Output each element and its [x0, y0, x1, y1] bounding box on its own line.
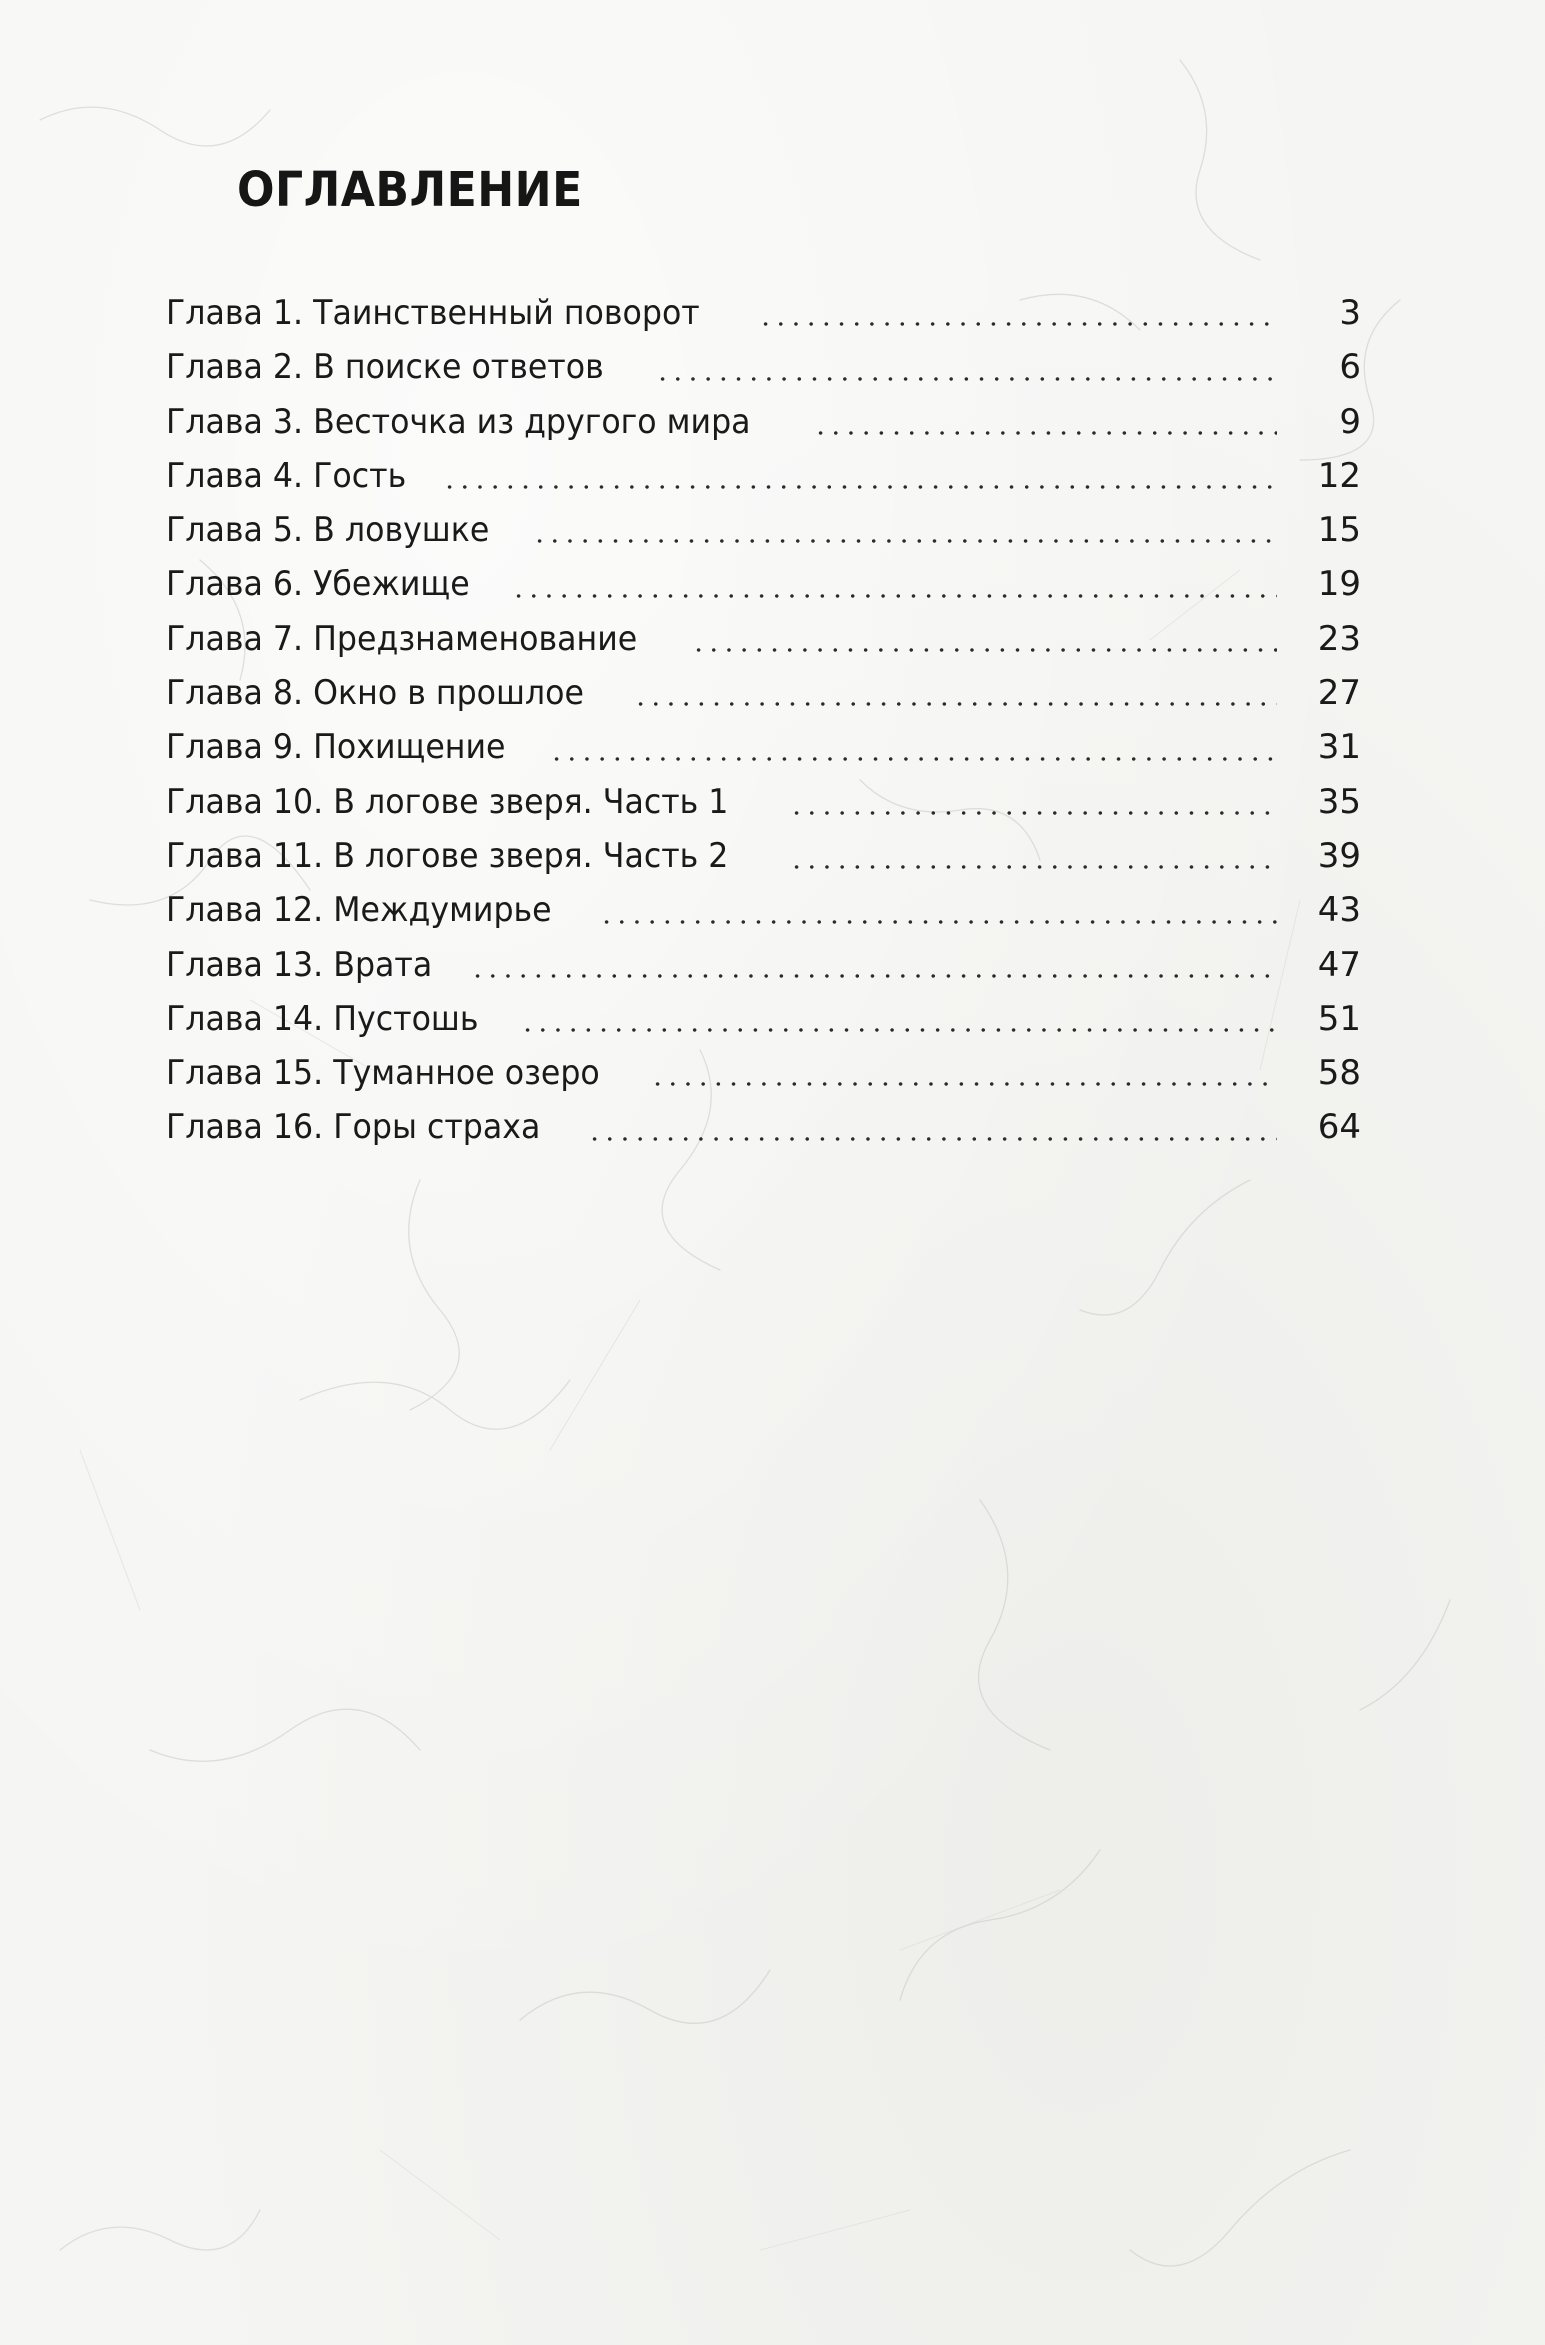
toc-entry-page: 12: [1317, 455, 1361, 496]
toc-entry-page: 43: [1317, 890, 1361, 931]
dot-leader: [650, 1082, 1277, 1086]
toc-entry-1[interactable]: [166, 286, 1361, 340]
dot-leader: [442, 485, 1277, 489]
toc-entry-label: Глава 10. В логове зверя. Часть 1: [166, 781, 729, 822]
toc-entry-label: Глава 5. В ловушке: [166, 510, 490, 551]
table-of-contents: [166, 286, 1361, 1155]
toc-entry-16[interactable]: [166, 1100, 1361, 1154]
toc-entry-8[interactable]: [166, 666, 1361, 720]
dot-leader: [789, 811, 1277, 815]
toc-entry-page: 19: [1317, 564, 1361, 605]
toc-entry-page: 6: [1339, 347, 1361, 388]
toc-entry-10[interactable]: [166, 775, 1361, 829]
toc-entry-11[interactable]: [166, 829, 1361, 883]
dot-leader: [813, 431, 1277, 435]
toc-entry-page: 39: [1317, 835, 1361, 876]
toc-entry-5[interactable]: [166, 503, 1361, 557]
dot-leader: [758, 322, 1277, 326]
toc-entry-12[interactable]: [166, 883, 1361, 937]
toc-entry-page: 23: [1317, 618, 1361, 659]
toc-entry-3[interactable]: [166, 395, 1361, 449]
toc-entry-6[interactable]: [166, 557, 1361, 611]
dot-leader: [520, 1028, 1277, 1032]
toc-entry-4[interactable]: [166, 449, 1361, 503]
toc-entry-label: Глава 2. В поиске ответов: [166, 347, 604, 388]
toc-entry-7[interactable]: [166, 612, 1361, 666]
toc-entry-page: 35: [1317, 781, 1361, 822]
toc-entry-label: Глава 13. Врата: [166, 944, 433, 985]
toc-entry-page: 58: [1317, 1053, 1361, 1094]
toc-entry-page: 51: [1317, 998, 1361, 1039]
toc-entry-label: Глава 14. Пустошь: [166, 998, 479, 1039]
toc-entry-label: Глава 4. Гость: [166, 455, 407, 496]
dot-leader: [655, 377, 1277, 381]
toc-entry-label: Глава 1. Таинственный поворот: [166, 293, 700, 333]
toc-entry-label: Глава 3. Весточка из другого мира: [166, 401, 751, 442]
toc-entry-label: Глава 15. Туманное озеро: [166, 1053, 600, 1094]
dot-leader: [789, 865, 1277, 869]
dot-leader: [549, 757, 1277, 761]
toc-entry-label: Глава 9. Похищение: [166, 727, 506, 768]
dot-leader: [587, 1137, 1277, 1141]
toc-entry-page: 3: [1339, 293, 1361, 333]
toc-entry-13[interactable]: [166, 938, 1361, 992]
toc-entry-page: 47: [1317, 944, 1361, 985]
dot-leader: [470, 974, 1277, 978]
toc-entry-label: Глава 7. Предзнаменование: [166, 618, 638, 659]
toc-entry-page: 64: [1317, 1107, 1361, 1148]
toc-entry-9[interactable]: [166, 720, 1361, 774]
toc-entry-page: 27: [1317, 673, 1361, 714]
dot-leader: [633, 702, 1277, 706]
dot-leader: [511, 594, 1277, 598]
toc-title: ОГЛАВЛЕНИЕ: [237, 162, 583, 218]
toc-entry-page: 31: [1317, 727, 1361, 768]
toc-entry-label: Глава 11. В логове зверя. Часть 2: [166, 835, 729, 876]
dot-leader: [691, 648, 1277, 652]
toc-entry-label: Глава 16. Горы страха: [166, 1107, 541, 1148]
toc-entry-page: 15: [1317, 510, 1361, 551]
toc-entry-label: Глава 12. Междумирье: [166, 890, 552, 931]
toc-entry-14[interactable]: [166, 992, 1361, 1046]
toc-entry-label: Глава 6. Убежище: [166, 564, 470, 605]
toc-entry-2[interactable]: [166, 340, 1361, 394]
toc-entry-page: 9: [1339, 401, 1361, 442]
toc-entry-15[interactable]: [166, 1046, 1361, 1100]
dot-leader: [599, 920, 1277, 924]
dot-leader: [532, 539, 1277, 543]
toc-entry-label: Глава 8. Окно в прошлое: [166, 673, 584, 714]
